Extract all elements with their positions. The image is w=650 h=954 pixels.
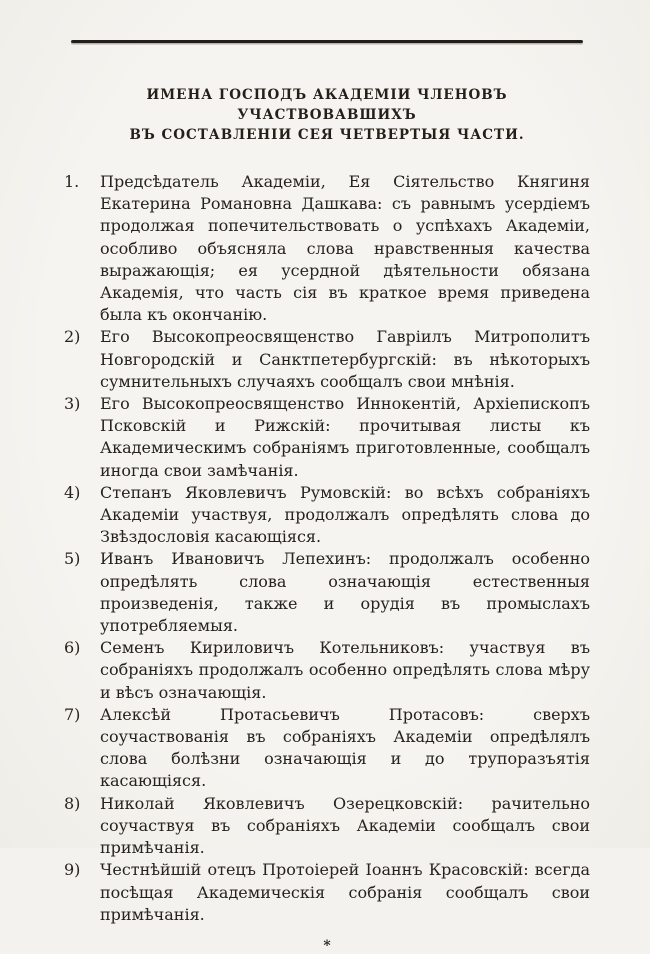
list-item <box>64 548 590 637</box>
list-item <box>64 793 590 860</box>
list-item <box>64 482 590 549</box>
item-text: Степанъ Яковлевичъ Румовскій: во всѣхъ собраніяхъ Академіи участвуя, продолжалъ опредѣлять слова до Звѣздословія касающіяся. <box>100 482 590 547</box>
list-item <box>64 171 590 326</box>
item-text: Семенъ Кириловичъ Котельниковъ: участвуя въ собраніяхъ продолжалъ особенно опредѣлять слова мѣру и вѣсъ означающія. <box>100 638 590 702</box>
item-text: Честнѣйшій отецъ Протоіерей Іоаннъ Красовскій: всегда посѣщая Академическія собранія сообщалъ свои примѣчанія. <box>100 860 590 924</box>
item-text: Его Высокопреосвященство Иннокентій, Архіепископъ Псковскій и Рижскій: прочитывая листы къ Академическимъ собраніямъ приготовленные, сообщалъ иногда свои замѣчанія. <box>100 394 590 480</box>
item-number: 5) <box>64 549 81 569</box>
signature-mark: * <box>323 937 331 954</box>
item-text: Иванъ Ивановичъ Лепехинъ: продолжалъ особенно опредѣлять слова означающія естественныя произведенія, также и орудія въ промыслахъ употребляемыя. <box>100 549 590 636</box>
item-text: Его Высокопреосвященство Гавріилъ Митрополитъ Новгородскій и Санктпетербургскій: въ нѣкоторыхъ сумнительныхъ случаяхъ сообщалъ свои мнѣнія. <box>100 327 590 391</box>
item-text: Алексѣй Протасьевичъ Протасовъ: сверхъ соучаствованія въ собраніяхъ Академіи опредѣлялъ слова болѣзни означающія и до трупоразъятія касающіяся. <box>100 704 590 791</box>
item-number: 6) <box>64 638 81 658</box>
item-text: Николай Яковлевичъ Озерецковскій: рачительно соучаствуя въ собраніяхъ Академіи сообщалъ свои примѣчанія. <box>100 793 590 858</box>
top-rule <box>71 40 583 43</box>
list-item <box>64 859 590 926</box>
item-number: 9) <box>64 860 81 880</box>
list-item <box>64 704 590 793</box>
title-line-1: ИМЕНА ГОСПОДЪ АКАДЕМІИ ЧЛЕНОВЪ УЧАСТВОВАВШИХЪ <box>146 87 508 123</box>
item-number: 1. <box>64 172 80 191</box>
page-title <box>64 85 590 145</box>
title-line-2: ВЪ СОСТАВЛЕНІИ СЕЯ ЧЕТВЕРТЫЯ ЧАСТИ. <box>129 127 525 143</box>
item-number: 4) <box>64 482 81 502</box>
item-number: 8) <box>64 793 81 813</box>
list-item <box>64 393 590 482</box>
item-number: 3) <box>64 394 81 414</box>
member-list <box>64 171 590 926</box>
item-number: 7) <box>64 704 81 724</box>
list-item <box>64 637 590 704</box>
item-number: 2) <box>64 327 81 347</box>
list-item <box>64 326 590 393</box>
item-text: Предсѣдатель Академіи, Ея Сіятельство Княгиня Екатерина Романовна Дашкава: съ равнымъ усердіемъ продолжая попечительствовать о успѣхахъ Академіи, особливо объясняла слова нравственныя качества выражающія; ея усердной дѣятельности обязана Академія, что часть сія въ краткое время приведена была къ окончанію. <box>100 172 590 325</box>
